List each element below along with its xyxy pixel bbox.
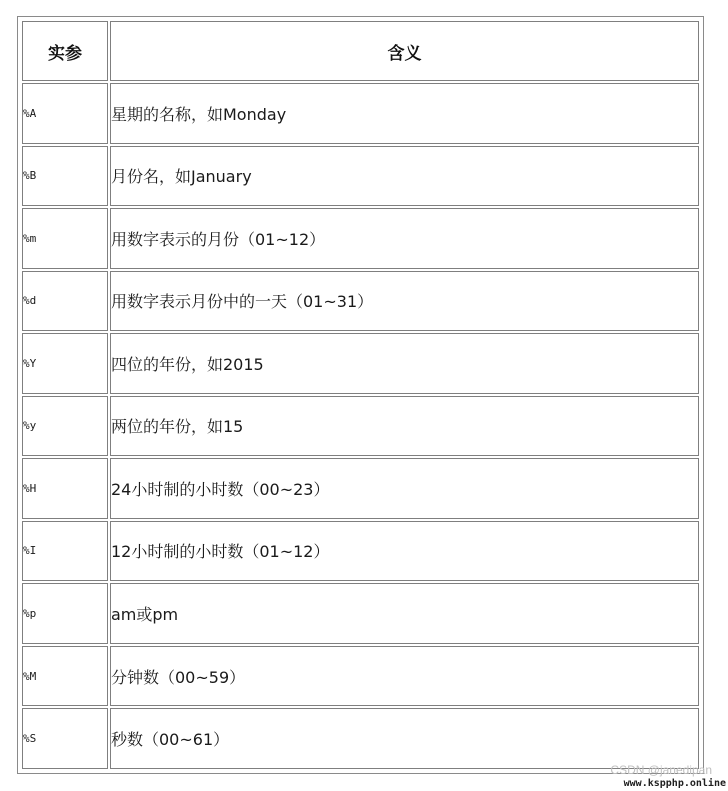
format-code-cell: %I <box>22 521 108 582</box>
watermark <box>566 764 726 789</box>
format-meaning-cell: 用数字表示的月份（01~12） <box>110 208 699 269</box>
table-row <box>22 646 699 707</box>
format-code-cell: %y <box>22 396 108 457</box>
format-meaning-cell: 分钟数（00~59） <box>110 646 699 707</box>
format-meaning-cell: 24小时制的小时数（00~23） <box>110 458 699 519</box>
format-meaning-cell: 四位的年份，如2015 <box>110 333 699 394</box>
format-meaning-cell: 秒数（00~61） <box>110 708 699 769</box>
table-row <box>22 521 699 582</box>
format-code-cell: %S <box>22 708 108 769</box>
table-row <box>22 146 699 207</box>
format-meaning-cell: 两位的年份，如15 <box>110 396 699 457</box>
format-meaning-cell: 用数字表示月份中的一天（01~31） <box>110 271 699 332</box>
format-code-cell: %A <box>22 83 108 144</box>
format-table-frame <box>17 16 704 774</box>
format-code-cell: %m <box>22 208 108 269</box>
table-header-row <box>22 21 699 81</box>
format-code-cell: %d <box>22 271 108 332</box>
format-meaning-cell: am或pm <box>110 583 699 644</box>
format-code-table <box>20 19 701 771</box>
table-row <box>22 583 699 644</box>
format-meaning-cell: 月份名，如January <box>110 146 699 207</box>
table-row <box>22 396 699 457</box>
format-code-cell: %B <box>22 146 108 207</box>
format-code-cell: %M <box>22 646 108 707</box>
site-watermark: www.kspphp.online <box>623 777 726 789</box>
table-row <box>22 208 699 269</box>
format-meaning-cell: 星期的名称，如Monday <box>110 83 699 144</box>
csdn-watermark: CSDN @janedipan <box>610 762 712 777</box>
table-row <box>22 708 699 769</box>
header-meaning: 含义 <box>110 21 699 81</box>
format-code-cell: %H <box>22 458 108 519</box>
format-meaning-cell: 12小时制的小时数（01~12） <box>110 521 699 582</box>
table-row <box>22 271 699 332</box>
table-row <box>22 458 699 519</box>
header-code: 实参 <box>22 21 108 81</box>
format-code-cell: %Y <box>22 333 108 394</box>
table-row <box>22 333 699 394</box>
format-code-cell: %p <box>22 583 108 644</box>
table-row <box>22 83 699 144</box>
